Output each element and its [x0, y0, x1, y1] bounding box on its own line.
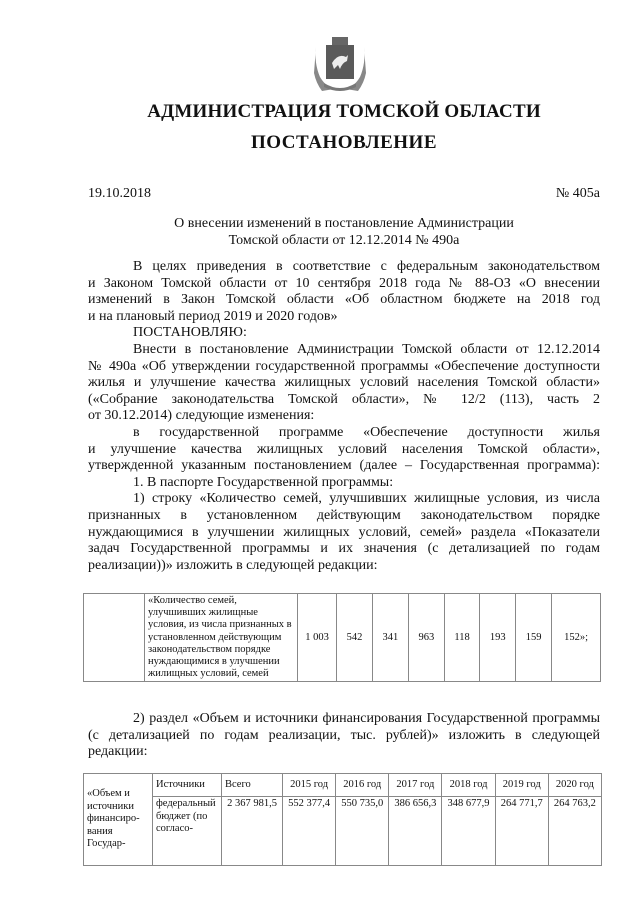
- value-cell: 386 656,3: [389, 797, 442, 866]
- table-row: [84, 797, 602, 866]
- text-line: признанных в установленном действующим законодательством порядке: [88, 507, 600, 523]
- text-line: утвержденной указанным постановлением (далее – Государственная программа):: [88, 458, 600, 474]
- document-number: № 405а: [555, 186, 600, 201]
- header-cell: Всего: [222, 774, 283, 797]
- document-subject: [88, 216, 600, 250]
- text-line: и на плановый период 2019 и 2020 годов»: [88, 308, 338, 324]
- value-cell: 348 677,9: [442, 797, 495, 866]
- header-cell: 2016 год: [336, 774, 389, 797]
- document-type: ПОСТАНОВЛЕНИЕ: [250, 132, 438, 153]
- row-label: «Объем и источники финансиро-вания Государ-: [84, 774, 153, 866]
- header-cell: 2020 год: [548, 774, 601, 797]
- text-line: нуждающимися в улучшении жилищных условий, семей» раздела «Показатели: [88, 524, 600, 540]
- indicator-table: [83, 593, 601, 682]
- table-row: [84, 594, 601, 682]
- indicator-label: «Количество семей, улучшивших жилищные условия, из числа признанных в установленном действующим законодательством порядке нуждающимися в улучшении жилищных условий, семей: [145, 594, 298, 682]
- text-line: реализации))» изложить в следующей редакции:: [88, 557, 378, 573]
- text-line: жилья и улучшение качества жилищных условий населения Томской области»: [88, 375, 600, 391]
- text-line: редакции:: [88, 744, 148, 760]
- empty-cell: [84, 594, 145, 682]
- value-cell: 1 003: [298, 594, 337, 682]
- text-line: в государственной программе «Обеспечение доступности жилья: [133, 424, 600, 440]
- text-line: ПОСТАНОВЛЯЮ:: [133, 325, 247, 341]
- value-cell: 963: [408, 594, 444, 682]
- text-line: и Законом Томской области от 10 сентября 2018 года № 88-ОЗ «О внесении: [88, 275, 600, 291]
- table-header-row: [84, 774, 602, 797]
- text-line: изменений в Закон Томской области «Об областном бюджете на 2018 год: [88, 292, 600, 308]
- text-line: и улучшение качества жилищных условий населения Томской области»,: [88, 441, 600, 457]
- value-cell: 341: [372, 594, 408, 682]
- text-line: 1. В паспорте Государственной программы:: [133, 474, 394, 490]
- value-cell: 2 367 981,5: [222, 797, 283, 866]
- header-cell: 2017 год: [389, 774, 442, 797]
- text-line: 1) строку «Количество семей, улучшивших жилищные условия, из числа: [133, 491, 600, 507]
- coat-of-arms-icon: [312, 33, 368, 95]
- subject-line: Томской области от 12.12.2014 № 490а: [228, 232, 460, 248]
- header-cell: Источники: [153, 774, 222, 797]
- header-cell: 2018 год: [442, 774, 495, 797]
- text-line: Внести в постановление Администрации Томской области от 12.12.2014: [133, 341, 600, 357]
- header-cell: 2015 год: [283, 774, 336, 797]
- document-date: 19.10.2018: [88, 186, 151, 201]
- text-line: 2) раздел «Объем и источники финансирования Государственной программы: [133, 711, 600, 726]
- value-cell: 264 771,7: [495, 797, 548, 866]
- header-cell: 2019 год: [495, 774, 548, 797]
- value-cell: 152»;: [552, 594, 601, 682]
- value-cell: 264 763,2: [548, 797, 601, 866]
- financing-table: [83, 773, 602, 866]
- value-cell: 542: [337, 594, 373, 682]
- body-text-part2: [88, 711, 600, 761]
- text-line: («Собрание законодательства Томской области», № 12/2 (113), часть 2: [88, 391, 600, 407]
- value-cell: 552 377,4: [283, 797, 336, 866]
- text-line: задач Государственной программы и их значения (с детализацией по годам: [88, 541, 600, 557]
- text-line: № 490а «Об утверждении государственной программы «Обеспечение доступности: [88, 358, 600, 374]
- value-cell: 550 735,0: [336, 797, 389, 866]
- value-cell: 193: [480, 594, 516, 682]
- organization-title: АДМИНИСТРАЦИЯ ТОМСКОЙ ОБЛАСТИ: [147, 101, 541, 122]
- source-cell: федеральный бюджет (по согласо-: [153, 797, 222, 866]
- text-line: от 30.12.2014) следующие изменения:: [88, 408, 315, 424]
- text-line: (с детализацией по годам реализации, тыс. рублей)» изложить в следующей: [88, 727, 600, 743]
- text-line: В целях приведения в соответствие с федеральным законодательством: [133, 259, 600, 274]
- value-cell: 159: [516, 594, 552, 682]
- subject-line: О внесении изменений в постановление Администрации: [174, 216, 514, 231]
- value-cell: 118: [444, 594, 479, 682]
- body-text-part1: [88, 259, 600, 574]
